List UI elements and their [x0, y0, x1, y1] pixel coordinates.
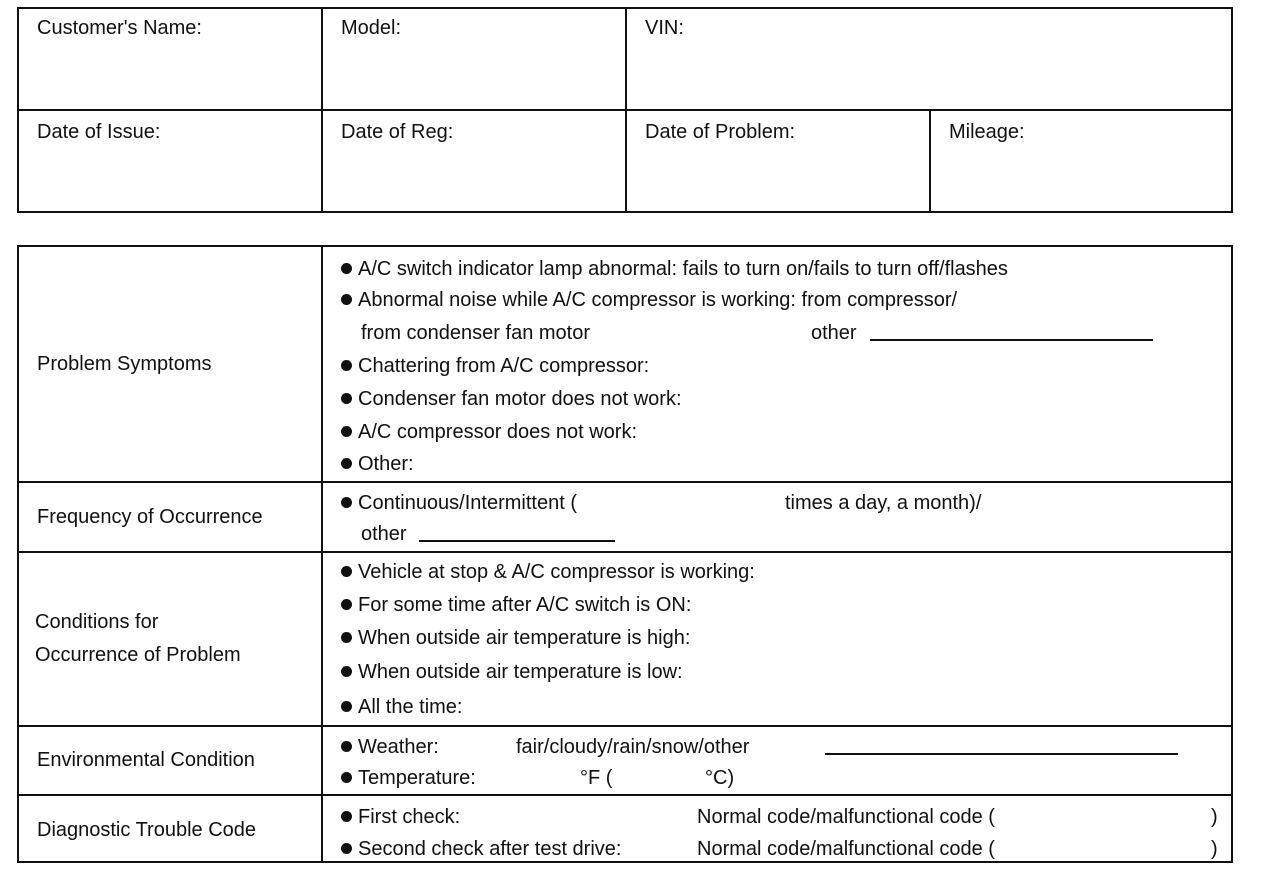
divider [19, 551, 1231, 553]
bullet-icon [341, 632, 352, 643]
divider [19, 481, 1231, 483]
bullet-icon [341, 393, 352, 404]
first-check-item[interactable]: First check: [341, 806, 460, 828]
date-of-problem-field[interactable]: Date of Problem: [645, 121, 796, 143]
bullet-icon [341, 701, 352, 712]
bullet-icon [341, 263, 352, 274]
second-check-result[interactable]: Normal code/malfunctional code ( [697, 838, 995, 860]
bullet-icon [341, 599, 352, 610]
bullet-icon [341, 497, 352, 508]
temperature-item[interactable]: Temperature: [341, 767, 476, 789]
symptom-item[interactable]: Condenser fan motor does not work: [341, 388, 682, 410]
first-check-close: ) [1211, 806, 1218, 828]
conditions-label-line2: Occurrence of Problem [35, 644, 241, 666]
bullet-icon [341, 566, 352, 577]
frequency-item[interactable]: Continuous/Intermittent ( [341, 492, 577, 514]
model-field[interactable]: Model: [341, 17, 402, 39]
vehicle-info-box [17, 7, 1233, 213]
condition-item[interactable]: Vehicle at stop & A/C compressor is working: [341, 561, 755, 583]
bullet-icon [341, 741, 352, 752]
environment-label: Environmental Condition [37, 749, 255, 771]
bullet-icon [341, 426, 352, 437]
frequency-other-label: other [361, 523, 407, 545]
bullet-icon [341, 294, 352, 305]
date-of-issue-field[interactable]: Date of Issue: [37, 121, 161, 143]
frequency-other-underline[interactable] [419, 540, 615, 542]
symptom-item[interactable]: A/C switch indicator lamp abnormal: fails to turn on/fails to turn off/flashes [341, 258, 1008, 280]
problem-symptoms-label: Problem Symptoms [37, 353, 212, 375]
divider [625, 9, 627, 211]
condition-item[interactable]: For some time after A/C switch is ON: [341, 594, 691, 616]
symptom-item[interactable]: Chattering from A/C compressor: [341, 355, 649, 377]
divider [321, 247, 323, 861]
frequency-times-label: times a day, a month)/ [785, 492, 982, 514]
condition-item[interactable]: All the time: [341, 696, 462, 718]
divider [19, 794, 1231, 796]
symptom-item[interactable]: A/C compressor does not work: [341, 421, 637, 443]
vin-field[interactable]: VIN: [645, 17, 684, 39]
mileage-field[interactable]: Mileage: [949, 121, 1025, 143]
divider [321, 9, 323, 211]
condition-item[interactable]: When outside air temperature is high: [341, 627, 690, 649]
weather-item[interactable]: Weather: [341, 736, 439, 758]
other-underline[interactable] [870, 339, 1153, 341]
conditions-label-line1: Conditions for [35, 611, 159, 633]
symptom-other-label: other [811, 322, 857, 344]
customer-name-field[interactable]: Customer's Name: [37, 17, 202, 39]
condition-item[interactable]: When outside air temperature is low: [341, 661, 683, 683]
weather-other-underline[interactable] [825, 753, 1178, 755]
problem-details-box [17, 245, 1233, 863]
bullet-icon [341, 360, 352, 371]
bullet-icon [341, 458, 352, 469]
symptom-item-continued[interactable]: from condenser fan motor [361, 322, 590, 344]
date-of-reg-field[interactable]: Date of Reg: [341, 121, 454, 143]
divider [19, 725, 1231, 727]
fahrenheit-unit: °F ( [580, 767, 613, 789]
dtc-label: Diagnostic Trouble Code [37, 819, 257, 841]
bullet-icon [341, 772, 352, 783]
first-check-result[interactable]: Normal code/malfunctional code ( [697, 806, 995, 828]
symptom-item[interactable]: Abnormal noise while A/C compressor is working: from compressor/ [341, 289, 957, 311]
bullet-icon [341, 666, 352, 677]
frequency-label: Frequency of Occurrence [37, 506, 263, 528]
bullet-icon [341, 811, 352, 822]
celsius-unit: °C) [705, 767, 735, 789]
bullet-icon [341, 843, 352, 854]
weather-options[interactable]: fair/cloudy/rain/snow/other [516, 736, 750, 758]
symptom-item[interactable]: Other: [341, 453, 414, 475]
second-check-item[interactable]: Second check after test drive: [341, 838, 621, 860]
divider [929, 110, 931, 211]
second-check-close: ) [1211, 838, 1218, 860]
